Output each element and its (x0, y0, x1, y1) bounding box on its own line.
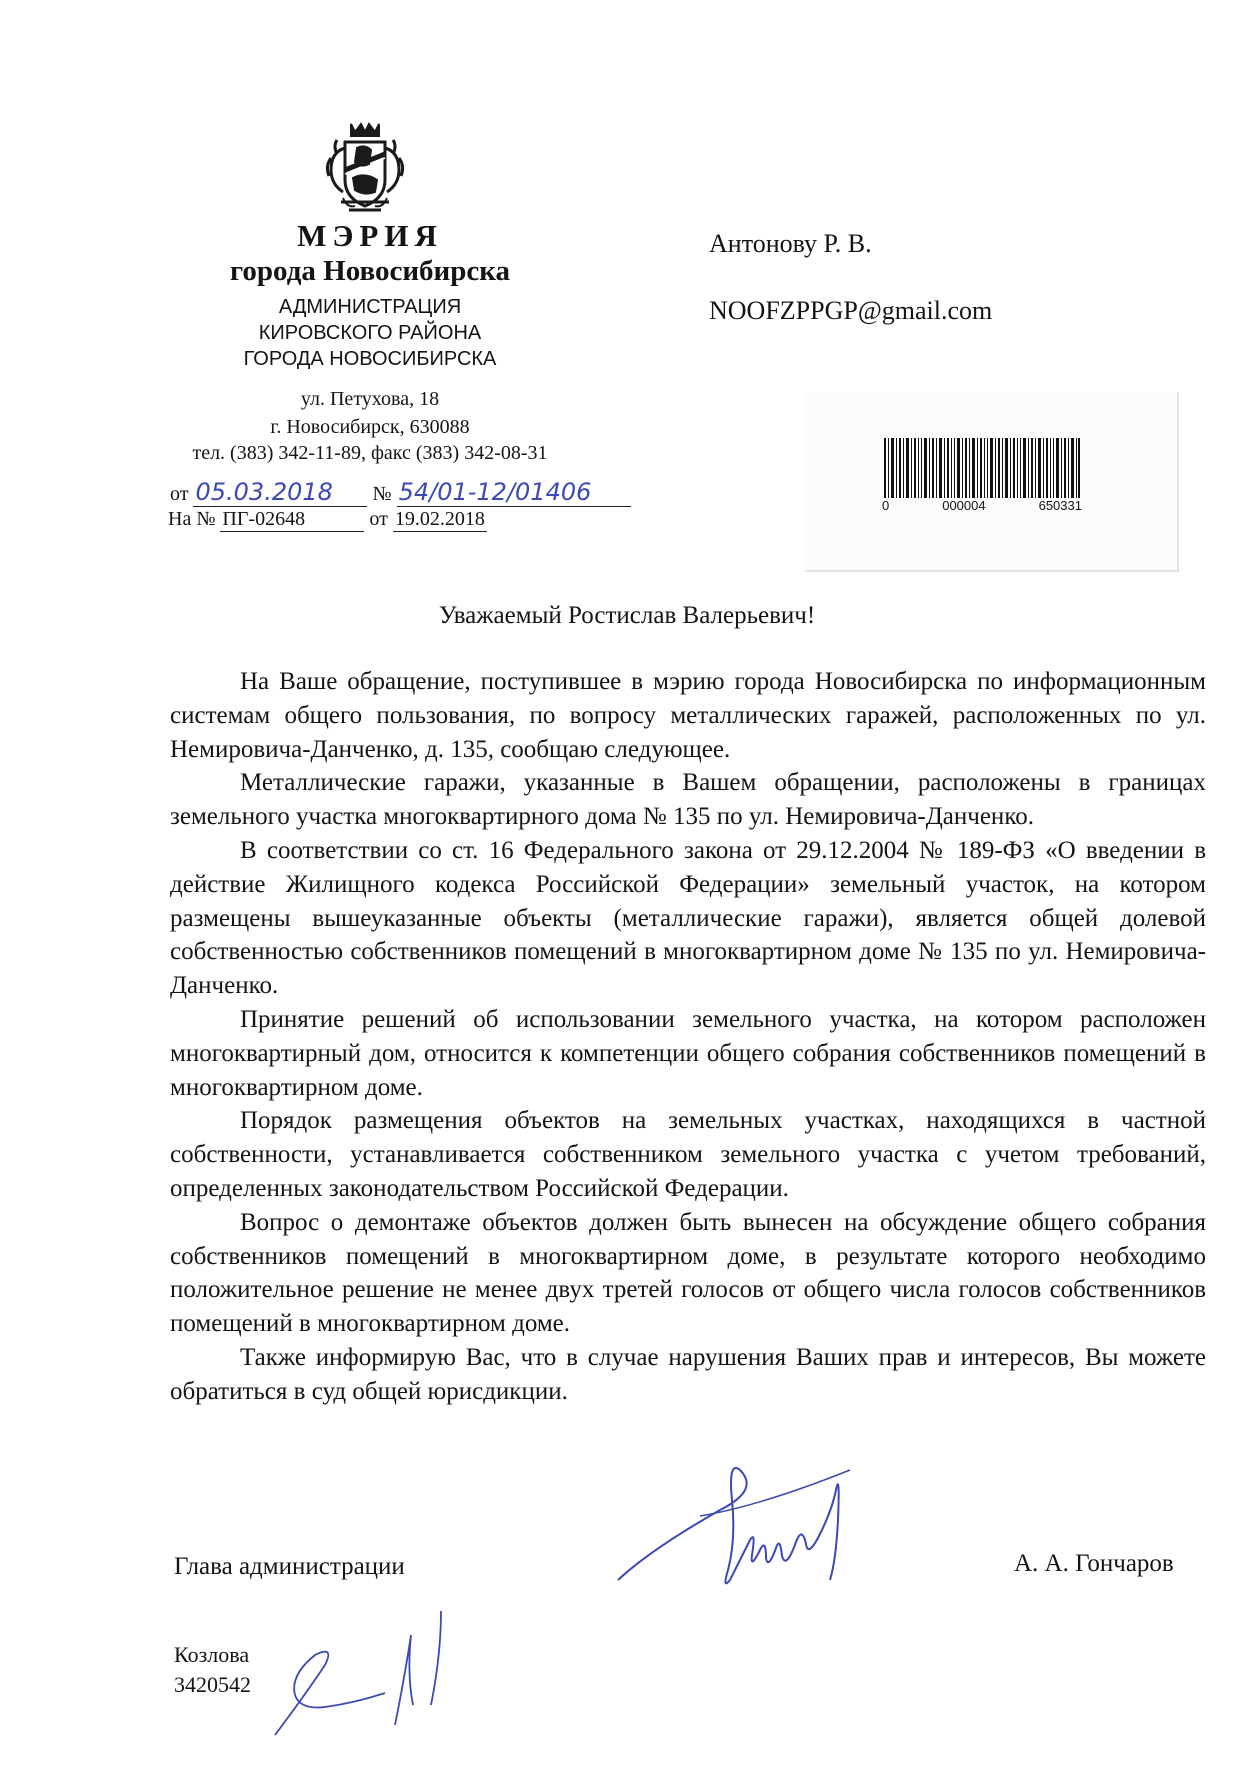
signatory-position: Глава администрации (174, 1553, 405, 1580)
incoming-reference (168, 508, 487, 532)
outgoing-date: 05.03.2018 (193, 478, 367, 507)
admin-line: ГОРОДА НОВОСИБИРСКА (243, 348, 497, 370)
barcode-number-part: 650331 (1038, 498, 1082, 513)
executor-name: Козлова (174, 1642, 250, 1667)
outgoing-number-label: № (372, 483, 392, 505)
recipient-email: NOOFZPPGP@gmail.com (709, 296, 993, 325)
initials-mark-icon (245, 1575, 535, 1745)
incoming-date-label: от (369, 508, 388, 530)
barcode-number (882, 498, 1082, 513)
address-street: ул. Петухова, 18 (300, 388, 440, 410)
body-paragraph: Металлические гаражи, указанные в Вашем обращении, расположены в границах земельного участка многоквартирного дома № 135 по ул. Немировича-Данченко. (170, 769, 1206, 831)
incoming-ref-label: На № (168, 508, 216, 530)
address-phones: тел. (383) 342-11-89, факс (383) 342-08-31 (192, 442, 548, 464)
org-city: города Новосибирска (229, 255, 511, 287)
admin-line: АДМИНИСТРАЦИЯ (278, 296, 462, 318)
barcode-number-part: 000004 (942, 498, 986, 513)
body-paragraph: Принятие решений об использовании земельного участка, на котором расположен многоквартирный дом, относится к компетенции общего собрания собственников помещений в многоквартирном доме. (170, 1005, 1206, 1101)
body-paragraph: Также информирую Вас, что в случае нарушения Ваших прав и интересов, Вы можете обратиться в суд общей юрисдикции. (170, 1343, 1206, 1405)
body-paragraph: В соответствии со ст. 16 Федерального закона от 29.12.2004 № 189-ФЗ «О введении в действие Жилищного кодекса Российской Федерации» земельный участок, на котором размещены вышеуказанные объекты (металлические гаражи), является общей долевой собственностью собственников помещений в многоквартирном доме № 135 по ул. Немировича-Данченко. (170, 836, 1206, 1000)
outgoing-date-label: от (170, 483, 189, 505)
coat-of-arms-icon (323, 118, 407, 218)
signature-icon (610, 1430, 910, 1610)
barcode-number-part: 0 (882, 498, 890, 513)
incoming-ref-date: 19.02.2018 (394, 508, 485, 530)
org-title: МЭРИЯ (297, 218, 443, 253)
incoming-ref-number: ПГ-02648 (220, 508, 364, 532)
signatory-name: А. А. Гончаров (1014, 1550, 1174, 1577)
salutation: Уважаемый Ростислав Валерьевич! (438, 602, 816, 629)
outgoing-reference (170, 478, 631, 507)
barcode-icon (884, 438, 1080, 498)
body-paragraph: Вопрос о демонтаже объектов должен быть вынесен на обсуждение общего собрания собственников помещений в многоквартирном доме, в результате которого необходимо положительное решение не менее двух третей голосов от общего числа голосов собственников помещений в многоквартирном доме. (170, 1208, 1206, 1338)
admin-line: КИРОВСКОГО РАЙОНА (258, 322, 482, 344)
body-paragraph: На Ваше обращение, поступившее в мэрию города Новосибирска по информационным системам общего пользования, по вопросу металлических гаражей, расположенных по ул. Немировича-Данченко, д. 135, сообщаю следующее. (170, 668, 1206, 763)
letter-body (170, 665, 1206, 1409)
address-city: г. Новосибирск, 630088 (270, 416, 470, 438)
executor-phone: 3420542 (174, 1672, 251, 1697)
outgoing-number: 54/01-12/01406 (397, 478, 631, 507)
body-paragraph: Порядок размещения объектов на земельных участках, находящихся в частной собственности, устанавливается собственником земельного участка с учетом требований, определенных законодательством Российской Федерации. (170, 1107, 1206, 1202)
recipient-name: Антонову Р. В. (709, 229, 872, 258)
